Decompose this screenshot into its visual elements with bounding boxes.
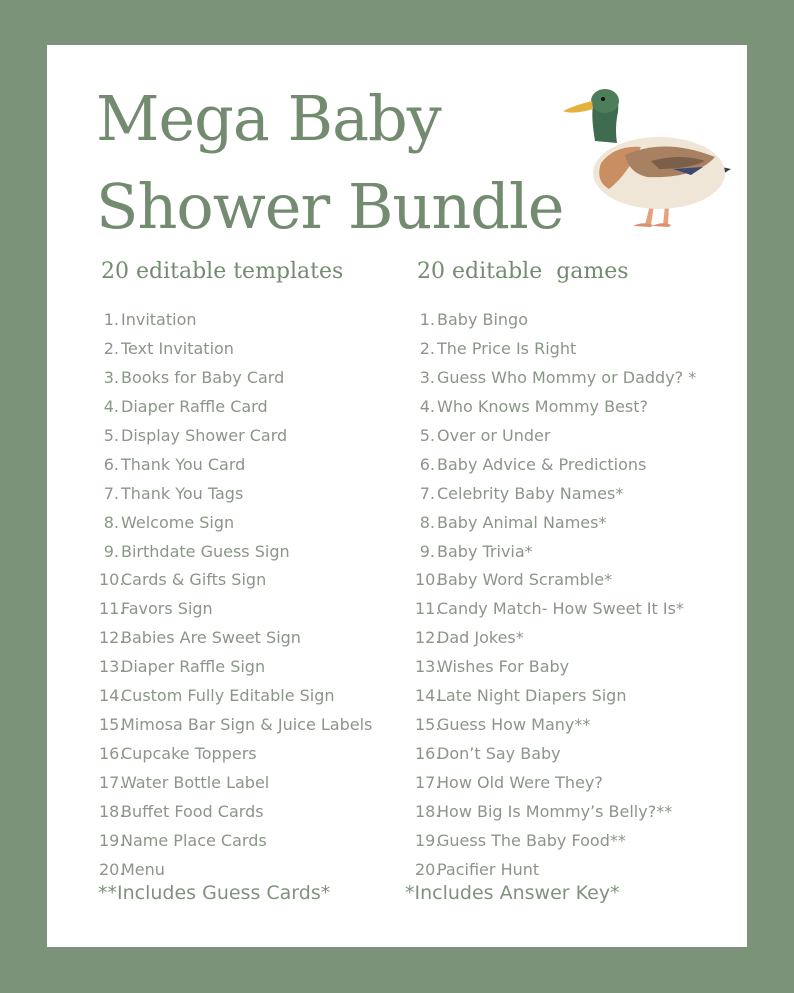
item-number: 20. <box>415 859 441 879</box>
item-number: 16. <box>415 744 441 764</box>
item-label: Guess Who Mommy or Daddy? * <box>437 367 697 387</box>
item-number: 11. <box>99 599 125 619</box>
list-item <box>99 710 372 739</box>
title-line-2: Shower Bundle <box>96 170 564 243</box>
item-number: 7. <box>419 483 435 503</box>
list-item <box>99 537 372 566</box>
item-number: 5. <box>103 425 119 445</box>
item-number: 17. <box>415 773 441 792</box>
item-number: 5. <box>419 425 435 445</box>
list-item <box>99 305 372 334</box>
item-label: Mimosa Bar Sign & Juice Labels <box>121 715 373 735</box>
item-label: Name Place Cards <box>121 830 267 850</box>
item-label: Dad Jokes* <box>437 628 524 648</box>
item-number: 14. <box>99 686 125 706</box>
title-line-1: Mega Baby <box>96 82 441 155</box>
item-number: 8. <box>103 512 119 532</box>
item-number: 1. <box>103 310 119 329</box>
item-number: 9. <box>103 541 119 561</box>
item-label: Over or Under <box>437 425 551 445</box>
item-label: The Price Is Right <box>437 338 577 358</box>
templates-list <box>99 305 372 884</box>
item-number: 8. <box>419 512 435 532</box>
item-number: 13. <box>415 657 441 677</box>
mallard-duck-illustration <box>555 77 735 227</box>
item-number: 9. <box>419 541 435 561</box>
item-label: Who Knows Mommy Best? <box>437 396 649 416</box>
games-list <box>415 305 696 884</box>
item-number: 18. <box>99 801 125 821</box>
list-item <box>99 363 372 392</box>
list-item <box>415 334 696 363</box>
item-label: How Big Is Mommy’s Belly?** <box>437 801 673 821</box>
item-number: 18. <box>415 801 441 821</box>
item-label: Baby Trivia* <box>437 541 533 561</box>
item-label: Thank You Tags <box>121 483 244 503</box>
item-label: Guess The Baby Food** <box>437 830 626 850</box>
item-number: 19. <box>99 830 125 850</box>
item-number: 11. <box>415 599 441 619</box>
item-label: Invitation <box>121 310 197 329</box>
page-title <box>96 75 563 251</box>
list-item <box>99 768 372 797</box>
item-number: 3. <box>103 367 119 387</box>
item-number: 6. <box>103 454 119 474</box>
games-column <box>415 257 696 884</box>
item-label: Candy Match- How Sweet It Is* <box>437 599 684 619</box>
item-number: 10. <box>415 570 441 590</box>
list-item <box>99 739 372 768</box>
item-label: Books for Baby Card <box>121 367 285 387</box>
item-label: Thank You Card <box>121 454 246 474</box>
item-number: 10. <box>99 570 125 590</box>
list-item <box>415 594 696 623</box>
list-item <box>415 739 696 768</box>
list-item <box>99 797 372 826</box>
list-item <box>99 450 372 479</box>
item-label: Water Bottle Label <box>121 773 270 792</box>
item-number: 15. <box>415 715 441 735</box>
list-item <box>99 392 372 421</box>
item-number: 3. <box>419 367 435 387</box>
games-heading: 20 editable games <box>417 259 629 284</box>
list-item <box>415 450 696 479</box>
item-label: Don’t Say Baby <box>437 744 561 764</box>
templates-heading: 20 editable templates <box>101 259 344 284</box>
list-item <box>415 305 696 334</box>
list-item <box>99 594 372 623</box>
item-number: 15. <box>99 715 125 735</box>
item-label: Cupcake Toppers <box>121 744 257 764</box>
list-item <box>415 363 696 392</box>
list-item <box>99 681 372 710</box>
list-item <box>415 768 696 797</box>
item-number: 14. <box>415 686 441 706</box>
item-label: Diaper Raffle Card <box>121 396 268 416</box>
item-number: 6. <box>419 454 435 474</box>
item-label: Diaper Raffle Sign <box>121 657 266 677</box>
list-item <box>415 797 696 826</box>
list-item <box>415 565 696 594</box>
list-item <box>99 421 372 450</box>
list-item <box>415 479 696 508</box>
list-item <box>415 623 696 652</box>
item-label: Guess How Many** <box>437 715 591 735</box>
item-label: Favors Sign <box>121 599 213 619</box>
list-item <box>415 537 696 566</box>
item-number: 12. <box>99 628 125 648</box>
item-label: Birthdate Guess Sign <box>121 541 290 561</box>
item-number: 2. <box>419 338 435 358</box>
item-label: Baby Advice & Predictions <box>437 454 647 474</box>
item-number: 20. <box>99 859 125 879</box>
list-item <box>415 652 696 681</box>
item-number: 4. <box>419 396 435 416</box>
item-label: Custom Fully Editable Sign <box>121 686 335 706</box>
item-label: Welcome Sign <box>121 512 235 532</box>
item-label: Buffet Food Cards <box>121 801 264 821</box>
item-label: Wishes For Baby <box>437 657 570 677</box>
item-label: Baby Bingo <box>437 310 528 329</box>
list-item <box>99 826 372 855</box>
item-number: 13. <box>99 657 125 677</box>
item-label: Text Invitation <box>121 338 234 358</box>
item-label: Celebrity Baby Names* <box>437 483 624 503</box>
templates-column <box>99 257 372 884</box>
item-number: 17. <box>99 773 125 792</box>
list-item <box>99 508 372 537</box>
list-item <box>99 652 372 681</box>
item-number: 2. <box>103 338 119 358</box>
item-label: Pacifier Hunt <box>437 859 540 879</box>
list-item <box>415 421 696 450</box>
item-number: 4. <box>103 396 119 416</box>
list-item <box>415 710 696 739</box>
list-item <box>99 479 372 508</box>
list-item <box>415 508 696 537</box>
templates-footnote: **Includes Guess Cards* <box>98 882 331 904</box>
bundle-card <box>47 45 747 947</box>
list-item <box>415 826 696 855</box>
list-item <box>99 334 372 363</box>
item-number: 19. <box>415 830 441 850</box>
item-label: Babies Are Sweet Sign <box>121 628 301 648</box>
games-footnote: *Includes Answer Key* <box>405 882 620 904</box>
list-item <box>415 855 696 884</box>
item-number: 7. <box>103 483 119 503</box>
list-item <box>99 565 372 594</box>
item-number: 12. <box>415 628 441 648</box>
item-label: Late Night Diapers Sign <box>437 686 627 706</box>
list-item <box>99 623 372 652</box>
list-item <box>99 855 372 884</box>
item-number: 16. <box>99 744 125 764</box>
item-label: Display Shower Card <box>121 425 288 445</box>
item-label: Baby Word Scramble* <box>437 570 613 590</box>
item-label: How Old Were They? <box>437 773 603 792</box>
item-label: Cards & Gifts Sign <box>121 570 267 590</box>
list-item <box>415 681 696 710</box>
item-number: 1. <box>419 310 435 329</box>
list-item <box>415 392 696 421</box>
item-label: Baby Animal Names* <box>437 512 607 532</box>
item-label: Menu <box>121 859 165 879</box>
